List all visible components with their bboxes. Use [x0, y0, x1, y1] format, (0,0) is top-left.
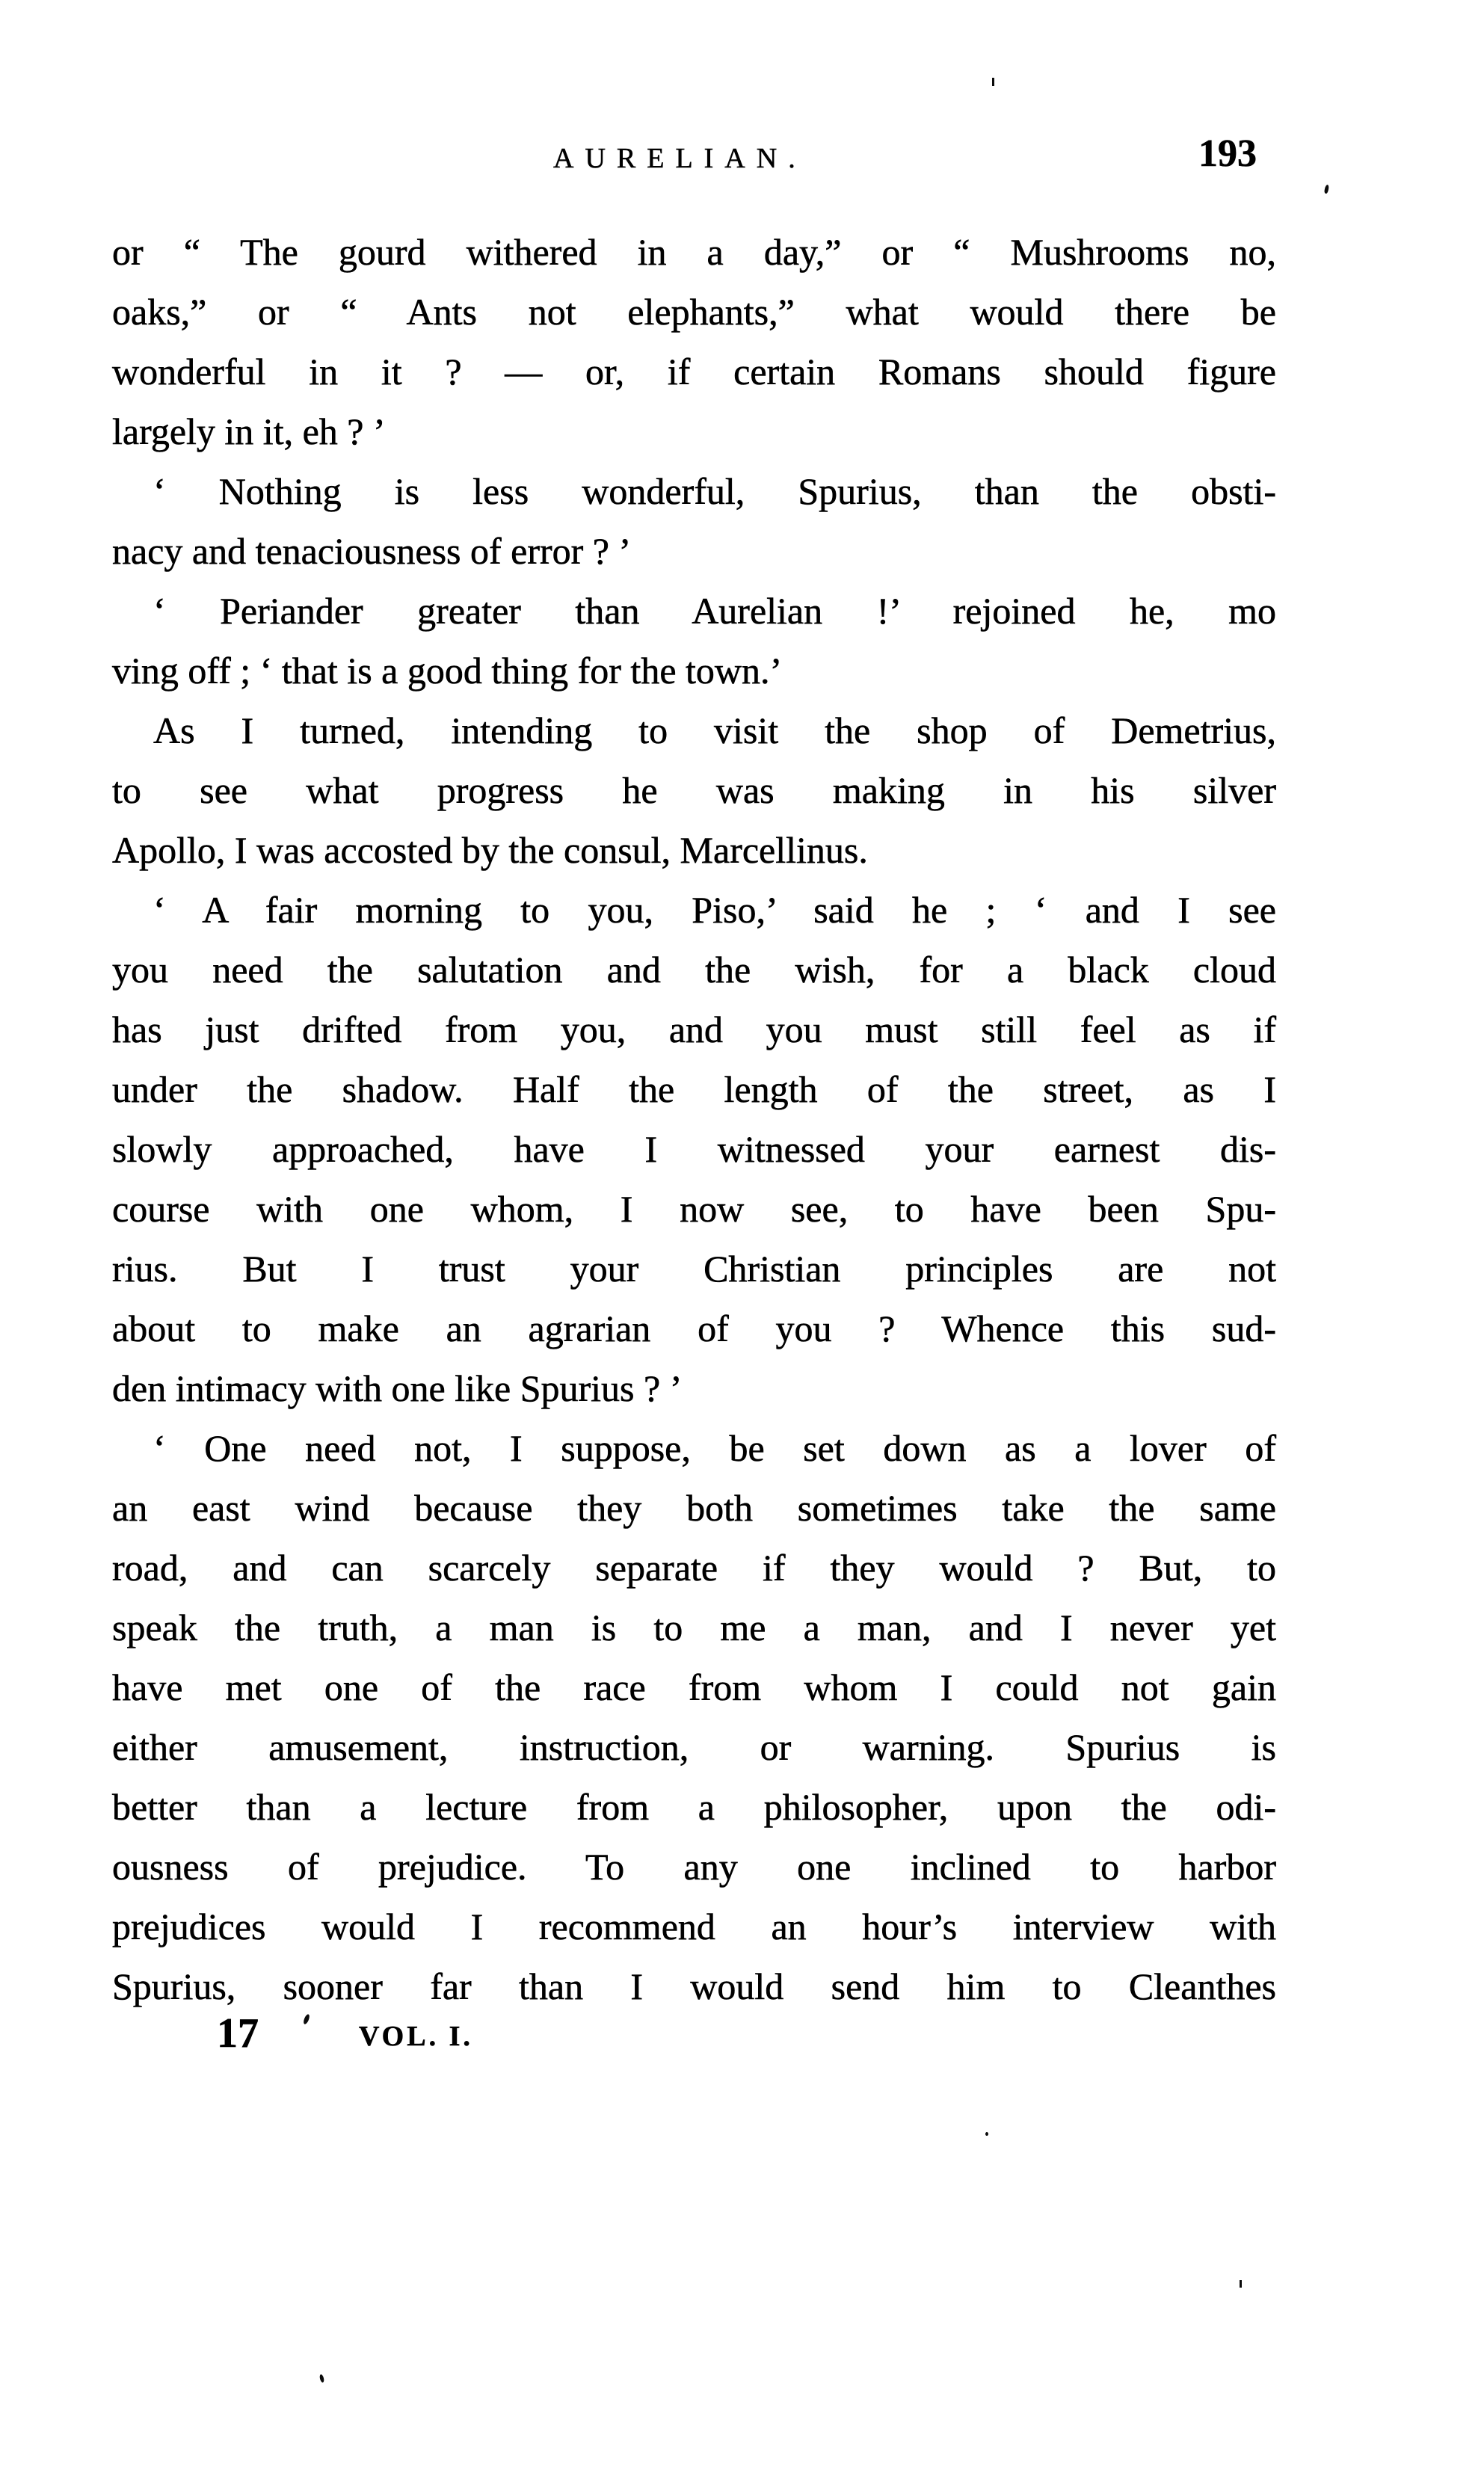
volume-label: VOL. I. [359, 2021, 473, 2052]
text-line: or “ The gourd withered in a day,” or “ Mushrooms no, [112, 231, 1276, 273]
text-line: Spurius, sooner far than I would send him to Cleanthes [112, 1965, 1276, 2007]
scan-speck [992, 78, 994, 86]
text-line: ‘ Periander greater than Aurelian !’ rejoined he, mo [153, 590, 1276, 632]
page-number: 193 [1198, 132, 1257, 175]
text-line: den intimacy with one like Spurius ? ’ [112, 1367, 683, 1409]
text-line: slowly approached, have I witnessed your earnest dis- [112, 1128, 1276, 1170]
text-line: to see what progress he was making in his silver [112, 769, 1276, 811]
text-line: ‘ Nothing is less wonderful, Spurius, than the obsti- [153, 470, 1276, 512]
text-line: wonderful in it ? — or, if certain Romans should figure [112, 351, 1276, 392]
text-line: oaks,” or “ Ants not elephants,” what would there be [112, 291, 1276, 333]
scan-speck [319, 2374, 325, 2383]
text-line: ‘ One need not, I suppose, be set down as a lover of [153, 1427, 1276, 1469]
text-line: better than a lecture from a philosopher, upon the odi- [112, 1786, 1276, 1828]
running-head-title: AURELIAN. [553, 143, 807, 174]
text-line: largely in it, eh ? ’ [112, 410, 386, 452]
text-line: ousness of prejudice. To any one inclined to harbor [112, 1846, 1276, 1888]
signature-mark: 17 [217, 2010, 259, 2057]
text-line: rius. But I trust your Christian principles are not [112, 1248, 1276, 1290]
text-line: you need the salutation and the wish, for a black cloud [112, 949, 1276, 991]
body-text [112, 222, 1276, 2016]
scan-speck [1240, 2280, 1242, 2288]
text-line: course with one whom, I now see, to have been Spu- [112, 1188, 1276, 1230]
scan-speck [985, 2132, 988, 2136]
text-line: under the shadow. Half the length of the street, as I [112, 1068, 1276, 1110]
text-line: speak the truth, a man is to me a man, and I never yet [112, 1607, 1276, 1648]
text-line: has just drifted from you, and you must still feel as if [112, 1008, 1276, 1050]
scan-speck [1324, 185, 1329, 194]
text-line: ‘ A fair morning to you, Piso,’ said he ; ‘ and I see [153, 889, 1276, 931]
text-line: nacy and tenaciousness of error ? ’ [112, 530, 632, 572]
text-line: Apollo, I was accosted by the consul, Marcellinus. [112, 829, 868, 871]
text-line: about to make an agrarian of you ? Whence this sud- [112, 1308, 1276, 1349]
text-line: an east wind because they both sometimes take the same [112, 1487, 1276, 1529]
text-line: have met one of the race from whom I could not gain [112, 1666, 1276, 1708]
text-line: road, and can scarcely separate if they would ? But, to [112, 1547, 1276, 1589]
text-line: As I turned, intending to visit the shop of Demetrius, [153, 709, 1276, 751]
text-line: either amusement, instruction, or warning. Spurius is [112, 1726, 1276, 1768]
text-line: ving off ; ‘ that is a good thing for the town.’ [112, 650, 783, 692]
text-line: prejudices would I recommend an hour’s interview with [112, 1906, 1276, 1947]
